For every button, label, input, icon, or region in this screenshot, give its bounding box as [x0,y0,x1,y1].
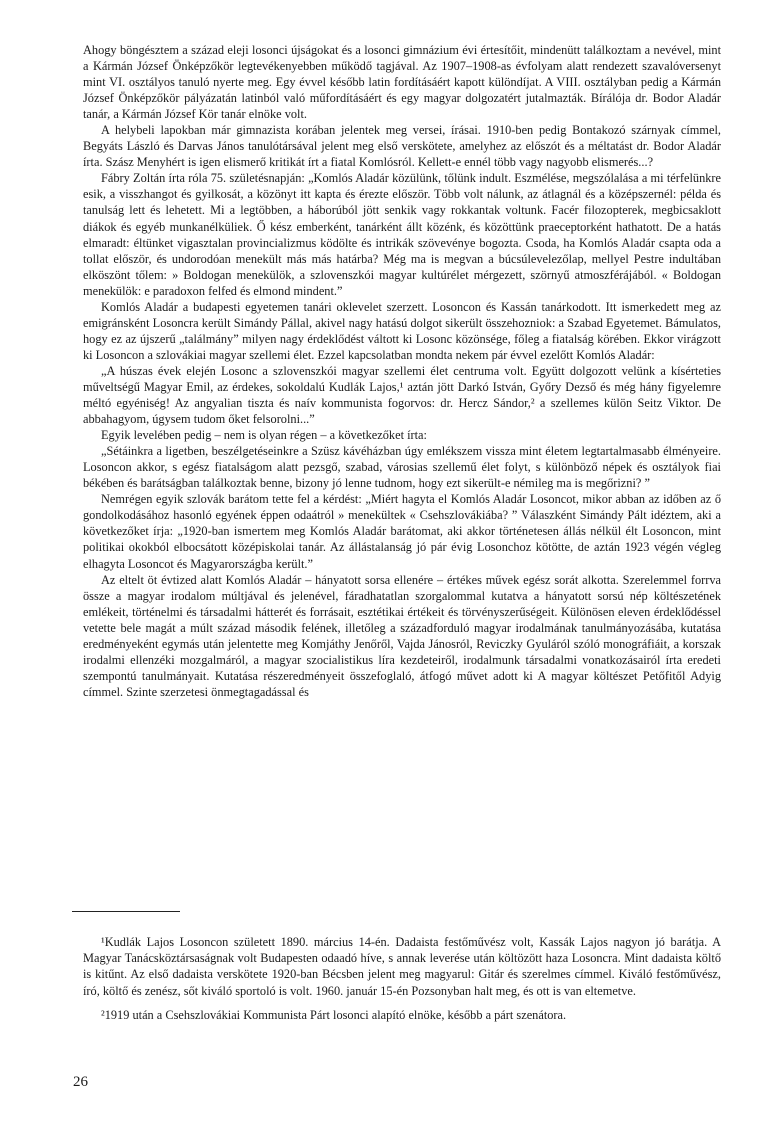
paragraph: Egyik levelében pedig – nem is olyan régen – a következőket írta: [101,428,427,443]
page-number: 26 [73,1074,88,1090]
paragraph: Nemrégen egyik szlovák barátom tette fel a kérdést: „Miért hagyta el Komlós Aladár Losoncot, mikor abban az időben az ő gondolkodásához hasonló egyének éppen odaátról » menekültek « Csehszlovákiába? ” Válaszként Simándy Pált idéztem, aki a következőket írja: „1920-ban ismertem meg Komlós Aladár barátomat, aki akkor történetesen állás nélkül élt Losoncon, mint politikai okokból elbocsátott középiskolai tanár. Az állástalanság jó pár évig Losonchoz kötötte, de aztán 1923 végén végleg elhagyta Losoncot és Magyarországba került.” [83,492,721,571]
paragraph: A helybeli lapokban már gimnazista korában jelentek meg versei, írásai. 1910-ben pedig Bontakozó szárnyak címmel, Begyáts László és Darvas János tanulótársával jelent meg első verskötete, amelyhez az előszót és a méltatást dr. Bodor Aladár írta. Szász Menyhért is igen elismerő kritikát írt a fiatal Komlósról. Kellett-e ennél több vagy nagyobb elismerés...? [83,123,721,170]
footnote-2: ²1919 után a Csehszlovákiai Kommunista Párt losonci alapító elnöke, később a párt szenátora. [101,1007,567,1022]
main-text [83,42,721,700]
footnote-1: ¹Kudlák Lajos Losoncon született 1890. március 14-én. Dadaista festőművész volt, Kassák Lajos nagyon jó barátja. A Magyar Tanácsköztársaságnak volt Budapesten odaadó híve, s annak leverése után költözött haza Losoncra. Mint dadaista költő is kitűnt. Az első dadaista verskötete 1920-ban Bécsben jelent meg magyarul: Gitár és szerelmes címmel. Kiváló festőművész, író, költő és zenész, sőt kiváló sportoló is volt. 1960. január 15-én Pozsonyban halt meg, és ott is van eltemetve. [83,935,721,998]
paragraph: Fábry Zoltán írta róla 75. születésnapján: „Komlós Aladár közülünk, tőlünk indult. Eszmélése, megszólalása a mi térfelünkre esik, a visszhangot és gyilkosát, a közönyt itt kapta és érezte először. Több volt nálunk, az átlagnál és a középszernél: példa és tanulság lett és lehetett. Mi a legtöbben, a háborúból jött senkik vagy rokkantak voltunk. Facér filozopterek, megbicsaklott diákok és egyéb munkanélküliek. Ő kész emberként, tanárként állt közénk, és közöttünk praeceptorként hathatott. De a hatás elmaradt: éltünket vigasztalan provincializmus ködölte és intrikák szövevénye bogozta. Csoda, ha Komlós Aladár csapta oda a tollat először, és undorodóan menekült más más határba? Még ma is megvan a búcsúlevelezőlap, mellyel Pestre indultában elköszönt tőlem: » Boldogan menekülök, a szlovenszkói magyar kultúrélet mérgezett, szörnyű atmoszférájából. « Boldogan menekülök: e paradoxon felfed és elmond mindent.” [83,171,721,298]
footnote-divider [72,911,180,912]
footnotes [83,934,721,1031]
paragraph: Az eltelt öt évtized alatt Komlós Aladár – hányatott sorsa ellenére – értékes művek egész sorát alkotta. Szerelemmel forrva össze a magyar irodalom múltjával és jelenével, fáradhatatlan szorgalommal kutatva a hányatott sorsú nép költészetének emlékeit, történelmi és társadalmi hátterét és forrásait, esztétikai értékeit és törvényszerűségeit. Különösen eleven érdeklődéssel vetette bele magát a múlt század második felének, illetőleg a századforduló magyar irodalmának tanulmányozásába, kutatása eredményeként egymás után jelentette meg Komjáthy Jenőről, Vajda Jánosról, Reviczky Gyuláról szóló monográfiáit, a korszak irodalmi ellenzéki mozgalmáról, a magyar szocialistikus líra kezdeteiről, irodalmunk társadalmi vonatkozásairól írta eredeti szempontú tanulmányait. Kutatása részeredményeit összefoglaló, átfogó művet adott ki A magyar költészet Petőfitől Adyig címmel. Szinte szerzetesi önmegtagadással és [83,572,721,699]
paragraph: Ahogy böngésztem a század eleji losonci újságokat és a losonci gimnázium évi értesítőit, mindenütt találkoztam a nevével, mint a Kármán József Önképzőkör legtevékenyebben működő tagjával. Az 1907–1908-as évfolyam alatt rendezett szavalóversenyt mint VI. osztályos tanuló nyerte meg. Egy évvel később latin fordításáért kapott különdíjat. A VIII. osztályban pedig a Kármán József Önképzőkör pályázatán latinból való műfordításáért és egy magyar dolgozatért jutalmazták. Bírálója dr. Bodor Aladár tanár, a Kármán József Kör tanár elnöke volt. [83,43,721,122]
paragraph: Komlós Aladár a budapesti egyetemen tanári oklevelet szerzett. Losoncon és Kassán tanárkodott. Itt ismerkedett meg az emigránsként Losoncra került Simándy Pállal, akivel nagy hatású dolgot sikerült összehozniok: a Szabad Egyetemet. Bámulatos, hogy ez az újszerű „találmány” milyen nagy érdeklődést váltott ki Losonc közönsége, főleg a fiatalság körében. Ekkor virágzott ki Losoncon a szlovákiai magyar szellemi élet. Ezzel kapcsolatban mondta nekem pár évvel ezelőtt Komlós Aladár: [83,299,721,362]
paragraph: „Sétáinkra a ligetben, beszélgetéseinkre a Szüsz kávéházban úgy emlékszem vissza mint életem legtartalmasabb élményeire. Losoncon akkor, s egész fiatalságom alatt pezsgő, szabad, városias szellemű élet folyt, s különböző népek és osztályok fiai békében és barátságban találkoztak benne, bizony jó lenne tudnom, hogy ezt sikerült-e némileg ma is megőrizni? ” [83,444,721,491]
paragraph: „A húszas évek elején Losonc a szlovenszkói magyar szellemi élet centruma volt. Együtt dolgozott velünk a kísérteties műveltségű Magyar Emil, az érdekes, sokoldalú Kudlák Lajos,¹ aztán jött Darkó István, Győry Dezső és még hány figyelemre méltó egyéniség! Az angyalian tiszta és naív kommunista fogorvos: dr. Hercz Sándor,² a szellemes külön Seitz Viktor. De abbahagyom, úgysem tudom őket felsorolni...” [83,363,721,427]
